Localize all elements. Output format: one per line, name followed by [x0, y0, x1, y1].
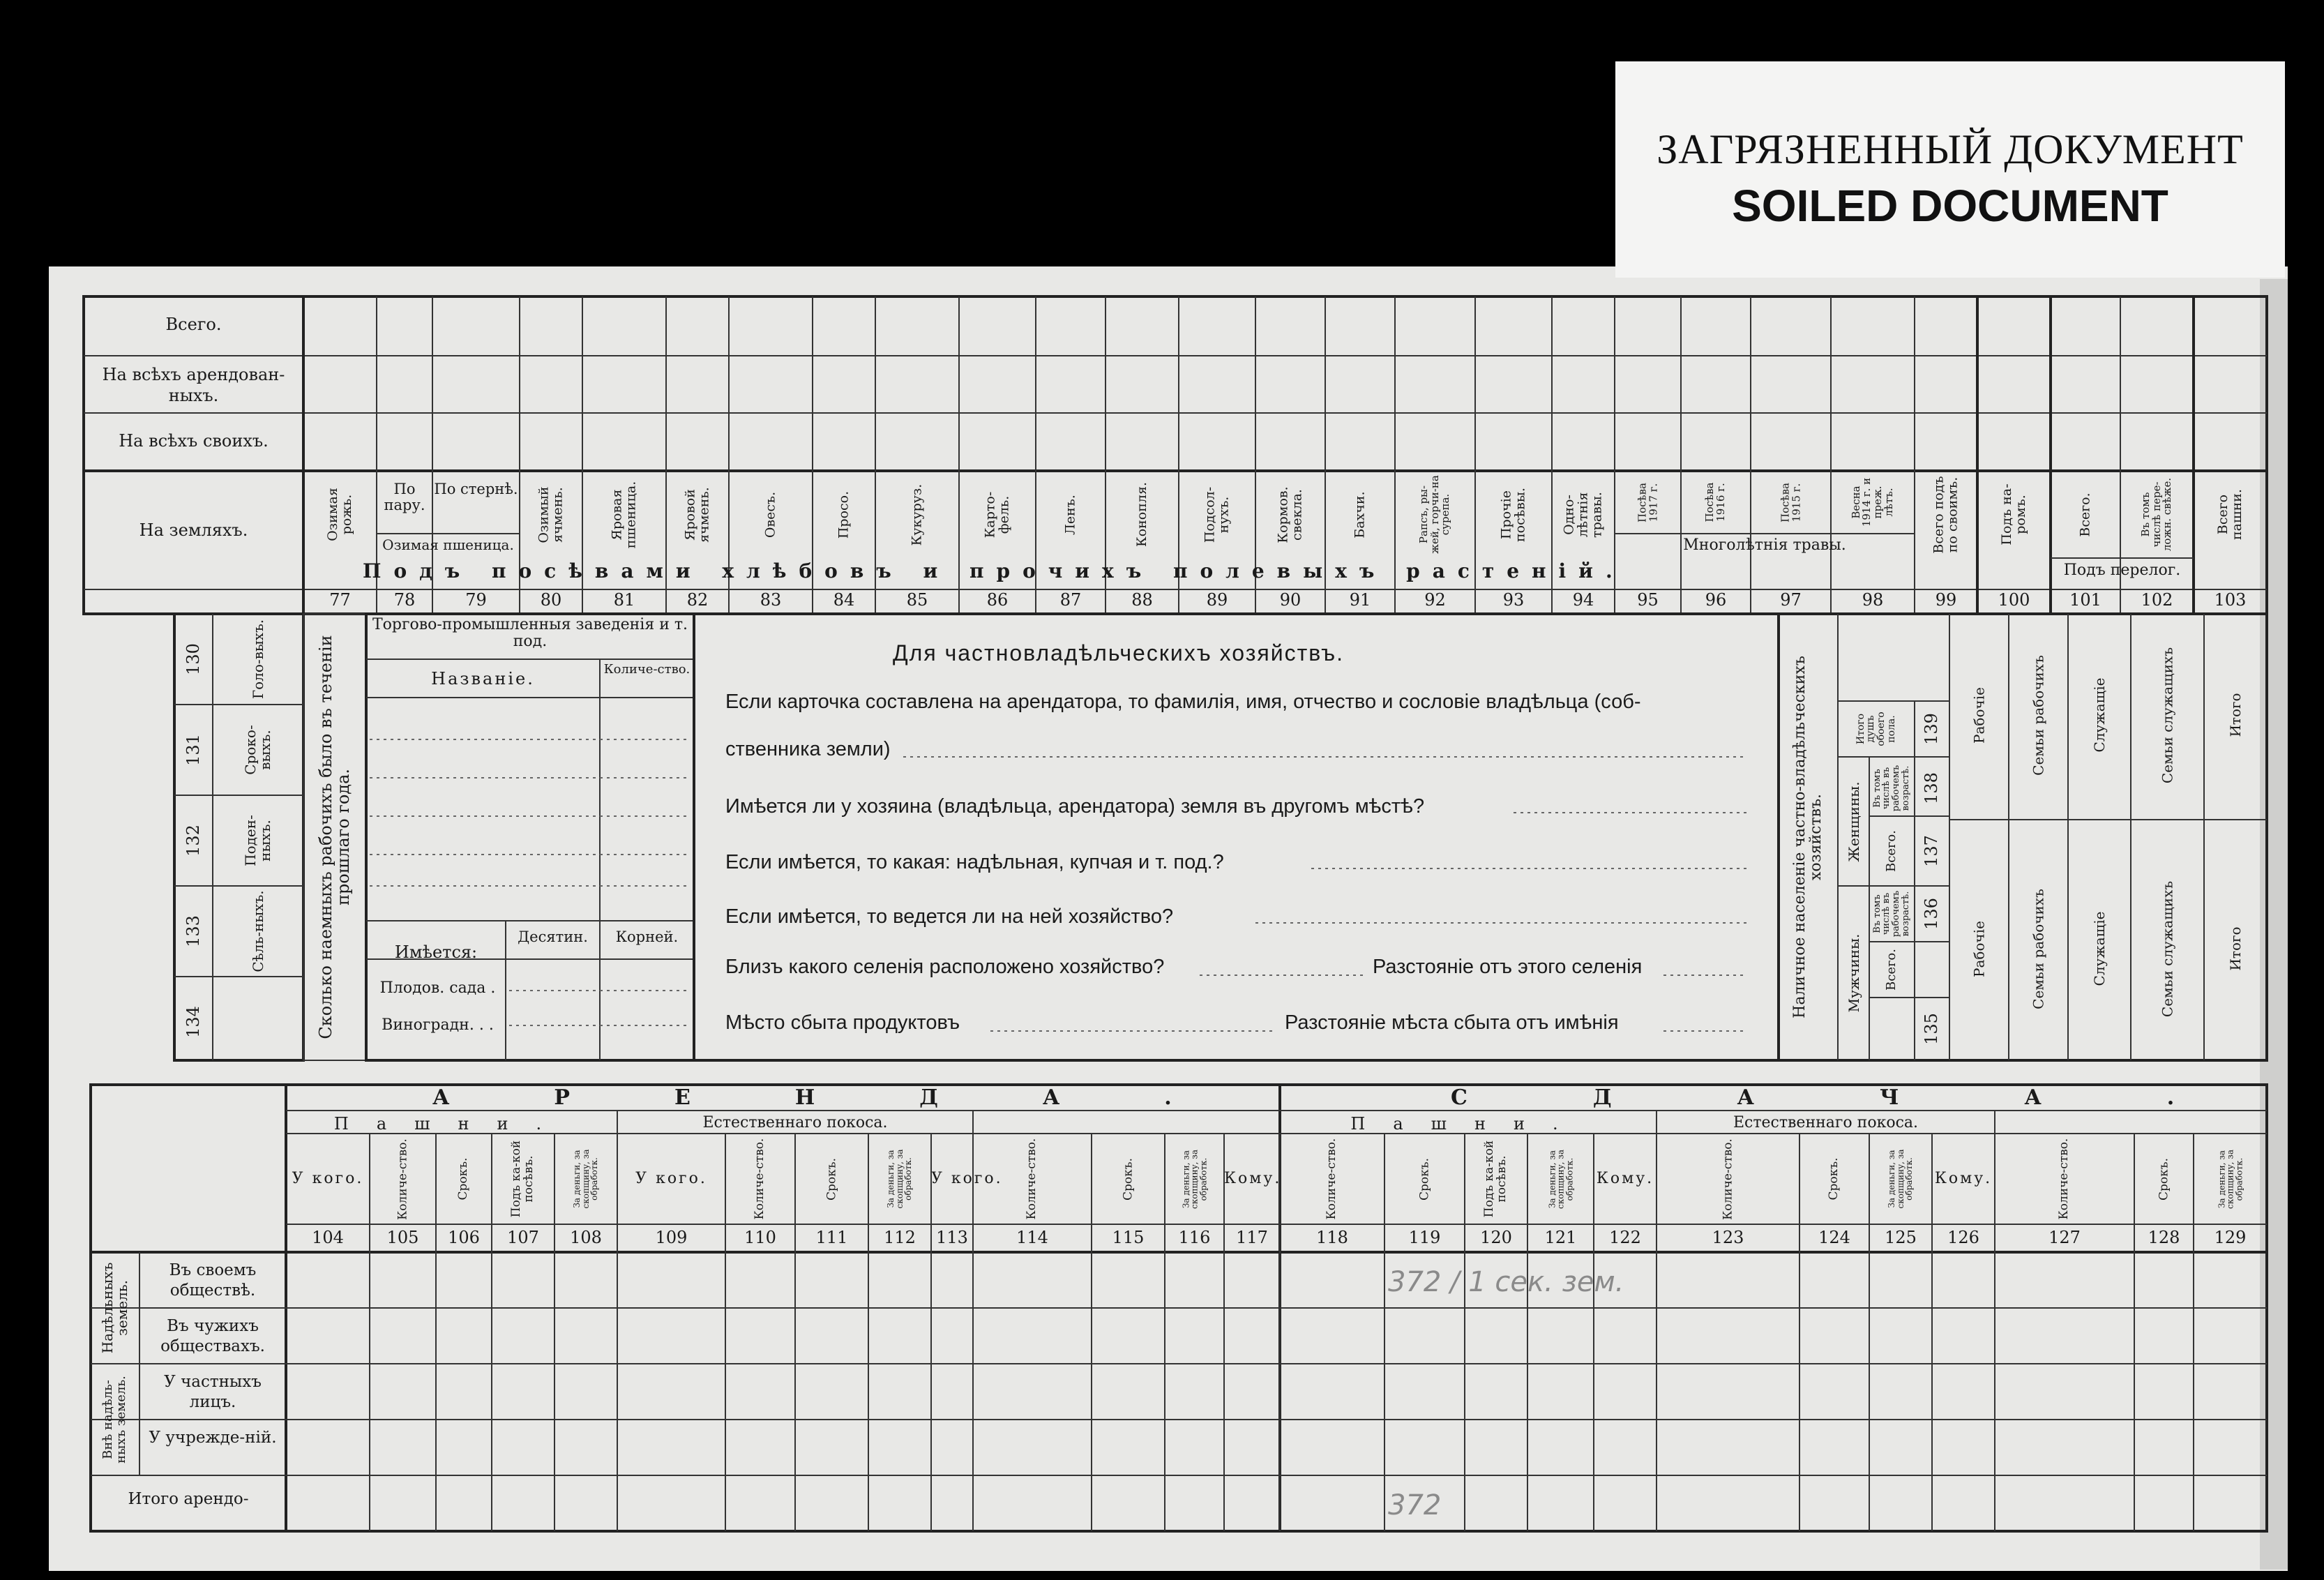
working-age-label-0: Въ томъ числѣ въ рабочемъ возрастѣ.: [1871, 890, 1911, 938]
bottom-col-number-127: 127: [2048, 1228, 2081, 1247]
arenda-pashni: Пашни.: [333, 1114, 570, 1134]
crop-header-0: Озимая рожь.: [324, 488, 354, 541]
question-q5a: Близъ какого селенія расположено хозяйство?: [725, 956, 1165, 978]
bottom-col-number-122: 122: [1609, 1228, 1641, 1247]
sdacha-pashni: Пашни.: [1350, 1114, 1586, 1134]
has-label: Имѣется:: [394, 942, 478, 962]
col-number-102: 102: [2141, 590, 2173, 610]
col-number-95: 95: [1637, 590, 1659, 610]
col-header-za_dengi-25: За деньги, за скопщину, за обработк.: [2216, 1149, 2244, 1209]
row-label-1: На всѣхъ арендован- ныхъ.: [102, 365, 285, 405]
col-number-89: 89: [1206, 590, 1228, 610]
col-header-u_kogo-0: У кого.: [292, 1170, 364, 1187]
crop-header-26: Всего пашни.: [2214, 488, 2244, 541]
category-top-1: Семьи рабочихъ: [2030, 654, 2046, 776]
women-label: Женщины.: [1845, 781, 1862, 862]
col-header-za_dengi-17: За деньги, за скопщину, за обработк.: [1546, 1149, 1574, 1209]
crop-header-11: Конопля.: [1133, 482, 1149, 548]
bottom-col-number-115: 115: [1112, 1228, 1145, 1247]
bottom-col-number-124: 124: [1818, 1228, 1850, 1247]
trade-qty-header: Количе-ство.: [603, 662, 691, 677]
bottom-col-number-109: 109: [655, 1228, 688, 1247]
bottom-col-number-128: 128: [2148, 1228, 2180, 1247]
col-number-96: 96: [1705, 590, 1727, 610]
col-number-79: 79: [465, 590, 487, 610]
sdacha-banner: СДАЧА.: [1451, 1085, 2300, 1110]
category-top-4: Итого: [2226, 693, 2244, 737]
col-number-91: 91: [1349, 590, 1371, 610]
col-number-92: 92: [1424, 590, 1446, 610]
crop-header-9: Карто-фель.: [982, 491, 1011, 538]
col-header-za_dengi-12: За деньги, за скопщину, за обработк.: [1180, 1149, 1208, 1209]
col-header-kol-14: Количе-ство.: [1325, 1138, 1339, 1220]
bottom-col-number-129: 129: [2214, 1228, 2247, 1247]
handwriting-1: 372 / 1 сек. зем.: [1388, 1266, 1624, 1298]
animal-num-133: 133: [183, 915, 204, 947]
col-number-83: 83: [760, 590, 782, 610]
col-number-82: 82: [686, 590, 709, 610]
animal-type-0: Голо-выхъ.: [249, 619, 266, 700]
population-label: Наличное населеніе частно-владѣльческихъ хозяйствъ.: [1790, 656, 1825, 1018]
crop-header-20: Посѣва 1915 г.: [1778, 482, 1802, 522]
col-number-87: 87: [1059, 590, 1082, 610]
col-number-101: 101: [2069, 590, 2102, 610]
group-nadelnye: Надѣльныхъ земель.: [99, 1262, 130, 1354]
bottom-col-number-113: 113: [936, 1228, 968, 1247]
crop-header-1: По пару.: [384, 481, 425, 514]
col-header-komu-22: Кому.: [1934, 1170, 1993, 1187]
col-number-86: 86: [986, 590, 1009, 610]
animal-num-132: 132: [183, 825, 204, 857]
bottom-col-number-125: 125: [1885, 1228, 1917, 1247]
bottom-col-number-105: 105: [386, 1228, 419, 1247]
bottom-col-number-126: 126: [1947, 1228, 1979, 1247]
bottom-col-number-111: 111: [815, 1228, 848, 1247]
row-label-2: На всѣхъ своихъ.: [119, 431, 269, 451]
col-header-srok-20: Срокъ.: [1827, 1157, 1841, 1201]
col-number-99: 99: [1935, 590, 1957, 610]
crop-header-8: Кукуруз.: [909, 483, 925, 546]
bottom-col-number-123: 123: [1712, 1228, 1744, 1247]
question-q1a: Если карточка составлена на арендатора, то фамилія, имя, отчество и сословіе владѣльца (соб-: [725, 691, 1641, 713]
col-header-srok-7: Срокъ.: [824, 1157, 838, 1201]
soiled-label-ru: ЗАГРЯЗНЕННЫЙ ДОКУМЕНТ: [1657, 126, 2244, 172]
animal-type-3: Сѣль-ныхъ.: [249, 890, 266, 972]
pop-num-138: 138: [1922, 772, 1942, 804]
arenda-pokos: Естественнаго покоса.: [702, 1114, 888, 1131]
col-number-77: 77: [329, 590, 351, 610]
question-q2: Имѣется ли у хозяина (владѣльца, арендатора) земля въ другомъ мѣстѣ?: [725, 795, 1425, 818]
col-header-pod_kakoy-3: Подъ ка-кой посѣвъ.: [509, 1140, 536, 1218]
bottom-col-number-104: 104: [312, 1228, 344, 1247]
animal-type-2: Поден-ныхъ.: [242, 815, 273, 866]
col-number-80: 80: [540, 590, 562, 610]
crop-header-23: Подъ на-ромъ.: [1998, 483, 2028, 546]
crop-header-19: Посѣва 1916 г.: [1703, 482, 1727, 522]
col-number-94: 94: [1572, 590, 1594, 610]
crop-header-17: Одно-лѣтнія травы.: [1561, 491, 1604, 538]
handwriting-2: 372: [1388, 1489, 1442, 1521]
working-age-label-1: Въ томъ числѣ въ рабочемъ возрастѣ.: [1871, 765, 1911, 812]
crop-header-2: По стернѣ.: [434, 481, 518, 497]
bottom-row-label-1: Въ чужихъ обществахъ.: [160, 1317, 265, 1355]
category-bottom-4: Итого: [2226, 926, 2244, 971]
col-number-100: 100: [1998, 590, 2030, 610]
col-number-81: 81: [613, 590, 635, 610]
col-header-u_kogo-5: У кого.: [635, 1170, 707, 1187]
animal-num-131: 131: [183, 734, 204, 766]
soiled-label-en: SOILED DOCUMENT: [1732, 181, 2168, 231]
col-header-za_dengi-21: За деньги, за скопщину, за обработк.: [1887, 1149, 1915, 1209]
category-top-2: Служащіе: [2090, 677, 2108, 753]
animal-num-134: 134: [183, 1006, 204, 1038]
question-q6b: Разстояніе мѣста сбыта отъ имѣнія: [1285, 1011, 1619, 1034]
crop-header-16: Прочіе посѣвы.: [1498, 487, 1527, 542]
trade-name-header: Названіе.: [431, 669, 535, 689]
question-q4: Если имѣется, то ведется ли на ней хозяйство?: [725, 905, 1174, 928]
bottom-col-number-114: 114: [1016, 1228, 1048, 1247]
garden-label: Плодов. сада .: [379, 979, 496, 997]
col-header-komu-18: Кому.: [1596, 1170, 1654, 1187]
col-header-kol-19: Количе-ство.: [1720, 1138, 1735, 1220]
crop-header-14: Бахчи.: [1352, 490, 1368, 539]
sub-fallow: Подъ перелог.: [2063, 562, 2181, 579]
col-number-93: 93: [1502, 590, 1525, 610]
col-header-u_kogo-9: У кого.: [931, 1170, 1003, 1187]
bottom-col-number-108: 108: [570, 1228, 602, 1247]
crop-header-21: Весна 1914 г. и преж. лѣтъ.: [1849, 477, 1895, 527]
question-q6a: Мѣсто сбыта продуктовъ: [725, 1011, 960, 1034]
col-number-78: 78: [393, 590, 416, 610]
arenda-banner: АРЕНДА.: [432, 1085, 1276, 1110]
col-header-za_dengi-8: За деньги, за скопщину, за обработк.: [886, 1149, 914, 1209]
crop-header-15: Рапсъ, ры-жей, горчи-на сурепа.: [1417, 475, 1452, 554]
col-header-za_dengi-4: За деньги, за скопщину, за обработк.: [572, 1149, 600, 1209]
category-bottom-0: Рабочіе: [1970, 920, 1987, 977]
bottom-row-label-3: У учрежде-ній.: [149, 1429, 277, 1447]
col-header-kol-23: Количе-ство.: [2057, 1138, 2072, 1220]
crop-header-12: Подсол-нухъ.: [1202, 486, 1231, 543]
sown-banner: Подъ посѣвами хлѣбовъ и прочихъ полевыхъ растеній.: [363, 559, 1625, 582]
col-header-srok-15: Срокъ.: [1417, 1157, 1431, 1201]
category-bottom-2: Служащіе: [2090, 911, 2108, 986]
hired-workers-label: Сколько наемныхъ рабочихъ было въ теченіи прошлаго года.: [315, 635, 353, 1039]
pop-num-139: 139: [1922, 713, 1942, 745]
bottom-col-number-107: 107: [507, 1228, 539, 1247]
col-number-97: 97: [1780, 590, 1802, 610]
group-vne: Внѣ надѣль-ныхъ земель.: [100, 1376, 128, 1464]
category-bottom-3: Семьи служащихъ: [2159, 880, 2175, 1017]
crop-header-10: Ленъ.: [1062, 494, 1078, 535]
col-number-84: 84: [833, 590, 855, 610]
crop-header-13: Кормов. свекла.: [1275, 486, 1304, 543]
trade-title: Торгово-промышленныя заведенія и т. под.: [372, 616, 688, 651]
vsego-label-0: Всего.: [1883, 949, 1899, 991]
question-q3: Если имѣется, то какая: надѣльная, купчая и т. под.?: [725, 851, 1224, 873]
col-header-kol-1: Количе-ство.: [395, 1138, 409, 1220]
bottom-col-number-116: 116: [1178, 1228, 1211, 1247]
private-title: Для частновладѣльческихъ хозяйствъ.: [893, 640, 1345, 665]
col-number-103: 103: [2214, 590, 2247, 610]
vsego-label-1: Всего.: [1883, 830, 1899, 872]
bottom-row-label-4: Итого арендо-: [128, 1490, 249, 1508]
crop-header-4: Яровая пшеница.: [609, 481, 638, 548]
question-q1b: ственника земли): [725, 738, 891, 760]
bottom-col-number-118: 118: [1316, 1228, 1348, 1247]
bottom-row-label-0: Въ своемъ обществѣ.: [169, 1261, 257, 1300]
bottom-col-number-110: 110: [744, 1228, 776, 1247]
crop-header-3: Озимый ячмень.: [536, 486, 565, 543]
col-header-kol-6: Количе-ство.: [753, 1138, 767, 1220]
crop-header-22: Всего подъ по своимъ.: [1931, 475, 1960, 554]
category-bottom-1: Семьи рабочихъ: [2030, 888, 2046, 1009]
category-top-0: Рабочіе: [1970, 686, 1987, 744]
bottom-col-number-119: 119: [1408, 1228, 1441, 1247]
sub-ozim-wheat: Озимая пшеница.: [382, 536, 514, 553]
pop-num-136: 136: [1922, 898, 1942, 930]
bottom-row-label-2: У частныхъ лицъ.: [164, 1373, 262, 1411]
col-number-90: 90: [1279, 590, 1301, 610]
crop-header-6: Овесъ.: [762, 491, 778, 538]
pop-num-137: 137: [1922, 835, 1942, 867]
bottom-col-number-106: 106: [448, 1228, 480, 1247]
bottom-col-number-112: 112: [884, 1228, 916, 1247]
category-top-3: Семьи служащихъ: [2159, 647, 2175, 783]
col-number-85: 85: [906, 590, 928, 610]
row-label-0: Всего.: [165, 315, 222, 334]
col-header-srok-24: Срокъ.: [2156, 1157, 2171, 1201]
bottom-col-number-120: 120: [1480, 1228, 1512, 1247]
crop-header-7: Просо.: [836, 490, 852, 539]
col-header-pod_kakoy-16: Подъ ка-кой посѣвъ.: [1482, 1140, 1509, 1218]
crop-header-25: Въ томъ числѣ пере-ложн. свѣже.: [2138, 477, 2174, 552]
animal-num-130: 130: [183, 643, 204, 675]
korney-header: Корней.: [615, 928, 679, 945]
bottom-col-number-117: 117: [1236, 1228, 1268, 1247]
col-header-kol-10: Количе-ство.: [1025, 1138, 1039, 1220]
col-header-srok-2: Срокъ.: [456, 1157, 471, 1201]
men-label: Мужчины.: [1845, 933, 1862, 1013]
pop-num-135: 135: [1922, 1013, 1942, 1045]
col-number-98: 98: [1862, 590, 1884, 610]
crop-header-5: Яровой ячмень.: [682, 486, 711, 543]
question-q5b: Разстояніе отъ этого селенія: [1373, 956, 1643, 978]
bottom-col-number-121: 121: [1544, 1228, 1577, 1247]
vineyard-label: Виноградн. . .: [382, 1016, 494, 1034]
crop-header-18: Посѣва 1917 г.: [1635, 482, 1659, 522]
row-label-3: На земляхъ.: [139, 520, 248, 540]
col-header-srok-11: Срокъ.: [1120, 1157, 1135, 1201]
sub-perennial-grass: Многолѣтнія травы.: [1683, 536, 1846, 554]
crop-header-24: Всего.: [2077, 492, 2093, 537]
total-souls-label: Итого душъ обоего пола.: [1855, 712, 1897, 746]
animal-type-1: Сроко-выхъ.: [242, 725, 273, 775]
col-header-komu-13: Кому.: [1224, 1170, 1282, 1187]
sdacha-pokos: Естественнаго покоса.: [1733, 1114, 1918, 1131]
col-number-88: 88: [1131, 590, 1153, 610]
desyatin-header: Десятин.: [518, 928, 588, 945]
